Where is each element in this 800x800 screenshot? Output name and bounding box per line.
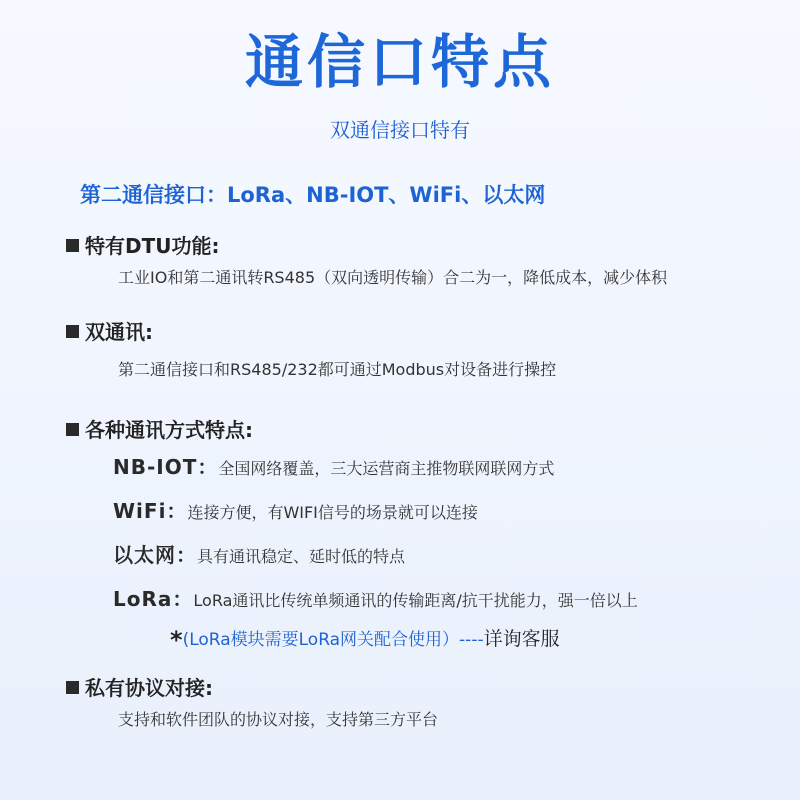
feature-text: 全国网络覆盖，三大运营商主推物联网联网方式 <box>218 459 555 478</box>
page-subtitle: 双通信接口特有 <box>330 118 470 142</box>
section-dtu-desc: 工业IO和第二通讯转RS485（双向透明传输）合二为一，降低成本，减少体积 <box>118 268 668 287</box>
bullet-square-icon <box>66 681 79 694</box>
feature-key: LoRa： <box>113 587 194 611</box>
asterisk: * <box>170 626 183 654</box>
feature-text: 具有通讯稳定、延时低的特点 <box>197 547 406 566</box>
feature-lora <box>113 585 638 615</box>
section-private-desc: 支持和软件团队的协议对接，支持第三方平台 <box>118 710 439 729</box>
feature-ethernet <box>113 541 405 571</box>
section-private-heading: 私有协议对接: <box>66 674 213 702</box>
bullet-square-icon <box>66 325 79 338</box>
lora-gateway-note <box>170 624 560 655</box>
section-dual-heading: 双通讯: <box>66 318 153 346</box>
feature-key: WiFi： <box>113 499 188 523</box>
note-contact-text: 详询客服 <box>483 628 560 650</box>
feature-key: NB-IOT： <box>113 455 219 479</box>
feature-key: 以太网： <box>113 543 197 567</box>
feature-wifi <box>113 497 478 527</box>
feature-text: 连接方便，有WIFI信号的场景就可以连接 <box>187 503 478 522</box>
section-modes-heading: 各种通讯方式特点: <box>66 416 253 444</box>
feature-nbiot <box>113 453 554 483</box>
page-title: 通信口特点 <box>244 28 555 96</box>
section-dtu-heading: 特有DTU功能: <box>66 232 219 260</box>
feature-text: LoRa通讯比传统单频通讯的传输距离/抗干扰能力，强一倍以上 <box>193 591 638 610</box>
note-blue-text: (LoRa模块需要LoRa网关配合使用）---- <box>182 630 484 650</box>
second-interface-highlight: 第二通信接口：LoRa、NB-IOT、WiFi、以太网 <box>80 183 546 207</box>
bullet-square-icon <box>66 423 79 436</box>
bullet-square-icon <box>66 239 79 252</box>
section-dual-desc: 第二通信接口和RS485/232都可通过Modbus对设备进行操控 <box>118 360 557 379</box>
